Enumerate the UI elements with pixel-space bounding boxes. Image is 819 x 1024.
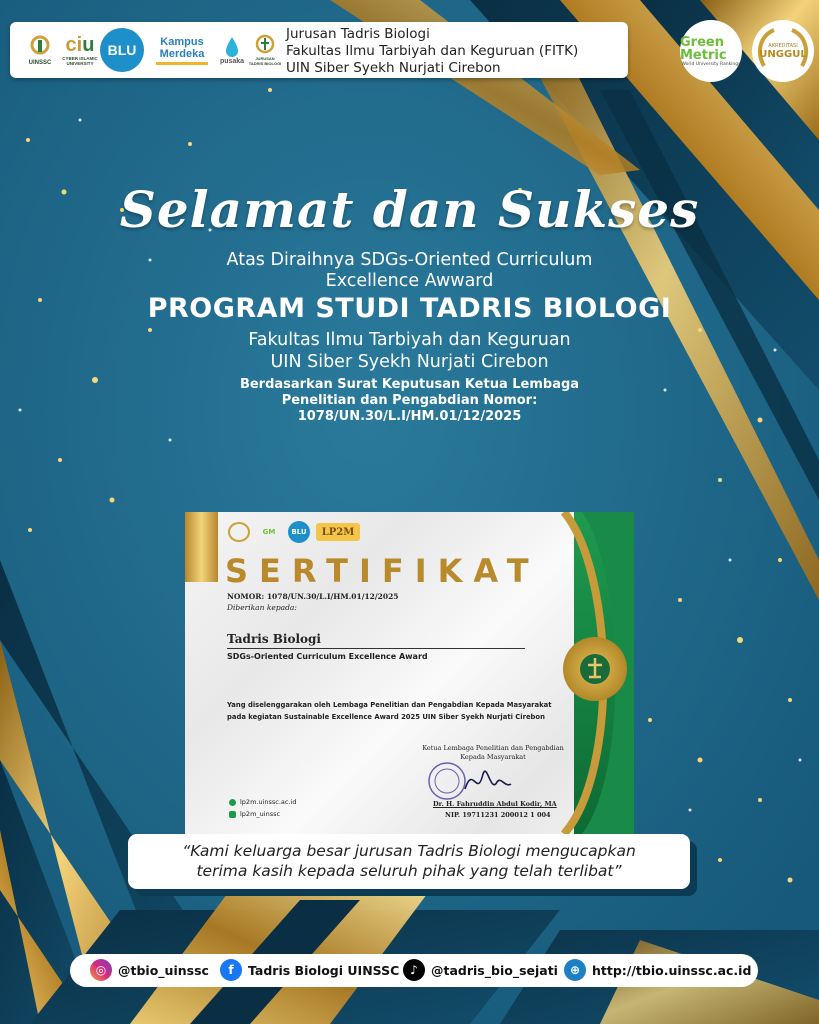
cert-website [229,798,296,806]
footer-social-bar [70,954,758,987]
uinssc-logo: UINSSC [20,30,60,70]
program-name: PROGRAM STUDI TADRIS BIOLOGI [147,293,672,324]
headline-line1: Atas Diraihnya SDGs-Oriented Curriculum [226,250,593,270]
certificate-number: NOMOR: 1078/UN.30/L.I/HM.01/12/2025 [227,592,399,601]
certificate-award: SDGs-Oriented Curriculum Excellence Award [227,652,428,661]
certificate-given-to: Diberikan kepada: [227,603,297,612]
kampus-merdeka-logo: Kampus Merdeka [148,30,216,70]
decree-line1: Berdasarkan Surat Keputusan Ketua Lembaga [239,377,580,392]
blu-logo: BLU [100,28,144,72]
certificate-body-line1: Yang diselenggarakan oleh Lembaga Penelitian dan Pengabdian Kepada Masyarakat [227,701,552,709]
instagram-icon [229,811,236,818]
recipient-underline [227,648,525,649]
cert-website-text: lp2m.uinssc.ac.id [240,798,297,806]
university-line: UIN Siber Syekh Nurjati Cirebon [270,352,549,372]
cert-instagram [229,810,280,818]
decree-line2: Penelitian dan Pengabdian Nomor: [281,393,538,408]
cert-uinssc-logo [228,522,250,542]
facebook-handle: Tadris Biologi UINSSC [248,962,400,978]
header-text [286,26,578,77]
certificate-ribbon [185,512,218,582]
website-url: http://tbio.uinssc.ac.id [592,962,752,978]
thank-you-quote [128,841,690,881]
tiktok-handle: @tadris_bio_sejati [431,962,558,978]
cert-instagram-text: lp2m_uinssc [240,810,281,818]
faculty-line: Fakultas Ilmu Tarbiyah dan Keguruan [248,330,571,350]
cert-lp2m-logo: LP2M [316,523,360,541]
quote-box [128,834,690,889]
certificate-title: SERTIFIKAT [225,552,540,590]
greenmetric-badge: Green Metric World University Rankings [680,20,742,82]
instagram-handle: @tbio_uinssc [118,962,209,978]
decree-number: 1078/UN.30/L.I/HM.01/12/2025 [297,409,522,424]
facebook-icon: f [220,959,242,981]
tiktok-link[interactable] [403,959,558,981]
facebook-link[interactable] [220,959,399,981]
headline-title: Selamat dan Sukses [119,180,700,239]
cert-blu-logo: BLU [288,521,310,543]
cyber-islamic-logo: ciu CYBER ISLAMIC UNIVERSITY [62,34,98,66]
header-department: Jurusan Tadris Biologi [286,26,430,42]
signature-stamp [425,754,515,804]
headline-line2: Excellence Awward [325,271,494,291]
pusaka-logo: pusaka [216,30,248,70]
instagram-link[interactable] [90,959,209,981]
signer-role-line1: Ketua Lembaga Penelitian dan Pengabdian [422,744,564,752]
tiktok-icon: ♪ [403,959,425,981]
cert-greenmetric-logo: GM [262,528,276,536]
header-university: UIN Siber Syekh Nurjati Cirebon [286,60,501,76]
certificate-recipient: Tadris Biologi [227,632,321,646]
certificate-body-line2: pada kegiatan Sustainable Excellence Award 2025 UIN Siber Syekh Nurjati Cirebon [227,713,545,721]
tadris-biologi-logo: JURUSAN TADRIS BIOLOGI [248,30,282,70]
certificate-image [185,512,634,834]
unggul-accreditation-badge: AKREDITASI UNGGUL [752,20,814,82]
header-bar [10,22,628,78]
signer-role-line2: Kepada Masyarakat [460,753,526,761]
quote-line2: terima kasih kepada seluruh pihak yang telah terlibat” [196,862,622,880]
certificate-seal [563,637,627,701]
globe-icon [229,799,236,806]
instagram-icon: ◎ [90,959,112,981]
signer-nip: NIP. 19711231 200012 1 004 [445,811,551,819]
faculty-block [0,329,819,373]
certificate-logos [228,520,360,544]
signer-name: Dr. H. Fahruddin Abdul Kodir, MA [433,800,557,808]
globe-icon: ⊕ [564,959,586,981]
header-faculty: Fakultas Ilmu Tarbiyah dan Keguruan (FITK) [286,43,579,59]
quote-line1: “Kami keluarga besar jurusan Tadris Biologi mengucapkan [182,842,636,860]
website-link[interactable] [564,959,751,981]
certificate-body [227,699,551,723]
decree-block [0,377,819,425]
